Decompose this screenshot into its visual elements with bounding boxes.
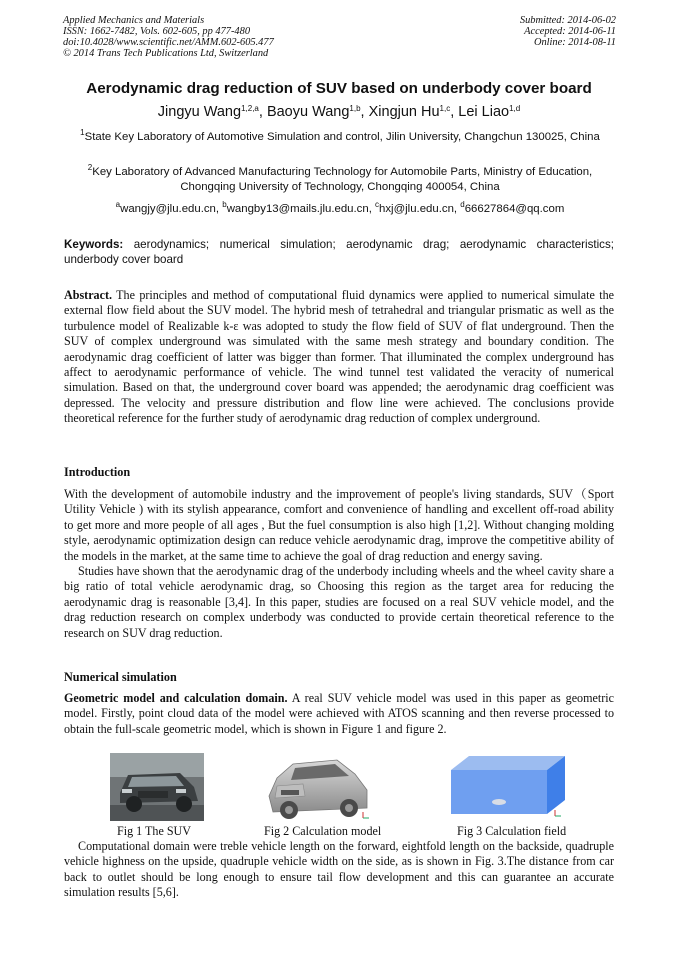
keywords-text: aerodynamics; numerical simulation; aerodynamic drag; aerodynamic characteristics; underbody cover board [64,238,614,266]
journal-name: Applied Mechanics and Materials [63,15,205,26]
paragraph: Studies have shown that the aerodynamic drag of the underbody including wheels and the wheel cavity share a big ratio of total vehicle aerodynamic drag, so Choosing this region as the target area for reducing the aerodynamic drag is reasonable [3,4]. In this paper, studies are focused on a real SUV vehicle model, and the drag reduction research on complex underbody was conducted to provide certain theoretical reference to the research on SUV drag reduction. [64,564,614,640]
introduction-body [64,487,614,641]
doi-line: doi:10.4028/www.scientific.net/AMM.602-605.477 [63,37,274,48]
affiliation-1 [64,130,616,145]
author-name: Jingyu Wang [157,104,242,120]
affiliation-sup: 2 [87,163,93,172]
email-list [64,200,616,215]
affiliation-sup: 1 [80,128,85,137]
email-link[interactable]: 66627864@qq.com [464,203,565,215]
abstract-label: Abstract. [64,288,113,302]
email-sup: b [222,200,227,209]
journal-header [63,15,274,59]
abstract-text: The principles and method of computational fluid dynamics were applied to numerical simulate the external flow field about the SUV model. The hybrid mesh of tetrahedral and triangular prismatic as well as the turbulence model of Realizable k-ε was adopted to study the flow field of SUV of flat underground. Then the SUV of complex underground was simulated with the same mesh strategy and boundary condition. The aerodynamic drag coefficient of latter was bigger than former. That illuminated the complex underground has affect to aerodynamic performance of vehicle. The wind tunnel test validated the veracity of numerical simulation. Based on that, the underground cover board was appended; the aerodynamic drag coefficient was depressed. The velocity and pressure distribution and flow line were achieved. The conclusions provide theoretical reference for the further study of aerodynamic drag reduction of complex underground. [64,288,614,426]
paragraph [64,691,614,737]
copyright-line: © 2014 Trans Tech Publications Ltd, Switzerland [63,48,269,59]
suv-photo-image [110,753,204,821]
keywords-label: Keywords: [64,238,124,251]
section-heading-introduction: Introduction [64,465,131,479]
author-name: Lei Liao [458,104,510,120]
numerical-body [64,691,614,737]
email-sep: , [453,203,461,215]
author-sep: , [258,104,267,120]
author-sup: 1,c [439,104,451,113]
email-sup: c [375,200,380,209]
author-list [0,104,678,120]
figure-3-caption: Fig 3 Calculation field [457,824,567,838]
paragraph: Computational domain were treble vehicle length on the forward, eightfold length on the backside, quadruple vehicle highness on the upside, quadruple vehicle width on the side, as is shown in Fig. 3.The distance from car back to outlet should be long enough to ensure tail flow development and this can guarantee an accurate simulation results [5,6]. [64,839,614,900]
affiliation-text: State Key Laboratory of Automotive Simulation and control, Jilin University, Changchun 130025, China [84,131,600,143]
calculation-field-image [447,752,573,820]
author-sep: , [360,104,369,120]
paragraph-text: A real SUV vehicle model was used in this paper as geometric model. Firstly, point cloud data of the model were achieved with ATOS scanning and then reverse processed to obtain the full-scale geometric model, which is shown in Figure 1 and figure 2. [64,691,614,736]
figure-suv-photo [110,753,204,821]
author-sep: , [450,104,459,120]
affiliation-2 [64,165,616,195]
figure-1-caption: Fig 1 The SUV [117,824,192,838]
paper-title: Aerodynamic drag reduction of SUV based on underbody cover board [86,80,592,97]
paragraph: With the development of automobile industry and the improvement of people's living standards, SUV（Sport Utility Vehicle ) with its stylish appearance, comfort and convenience of handling and excellent off-road ability to get more and more people of all ages , But the fuel consumption is also high [1,2]. Without changing molding style, aerodynamic optimization design can reduce vehicle aerodynamic drag, improve the competitive ability of the models in the market, at the same time to achieve the goal of drag reduction and energy saving. [64,487,614,563]
email-sep: , [368,203,376,215]
author-sup: 1,d [509,104,521,113]
online-date: Online: 2014-08-11 [533,37,616,48]
author-name: Xingjun Hu [368,104,440,120]
email-sup: a [115,200,121,209]
subsection-heading: Geometric model and calculation domain. [64,691,288,705]
affiliation-text: Key Laboratory of Advanced Manufacturing Technology for Automobile Parts, Ministry of Education, Chongqing University of Technology, Chongqing 400054, China [92,166,593,193]
email-link[interactable]: wangjy@jlu.edu.cn [120,203,216,215]
email-link[interactable]: wangby13@mails.jlu.edu.cn [226,203,369,215]
figure-2-caption: Fig 2 Calculation model [264,824,382,838]
author-name: Baoyu Wang [266,104,350,120]
figure-calculation-model [263,752,375,824]
calculation-model-image [263,752,375,824]
email-sep: , [215,203,223,215]
section-heading-numerical: Numerical simulation [64,670,177,684]
dates-header [520,15,616,48]
figure-calculation-field [447,752,573,820]
keywords [64,237,614,267]
accepted-date: Accepted: 2014-06-11 [524,26,616,37]
abstract [64,288,614,427]
issn-line: ISSN: 1662-7482, Vols. 602-605, pp 477-480 [63,26,251,37]
author-sup: 1,2,a [241,104,259,113]
author-sup: 1,b [349,104,361,113]
numerical-body-continued [64,839,614,901]
submitted-date: Submitted: 2014-06-02 [519,15,616,26]
email-sup: d [460,200,465,209]
email-link[interactable]: hxj@jlu.edu.cn [379,203,454,215]
